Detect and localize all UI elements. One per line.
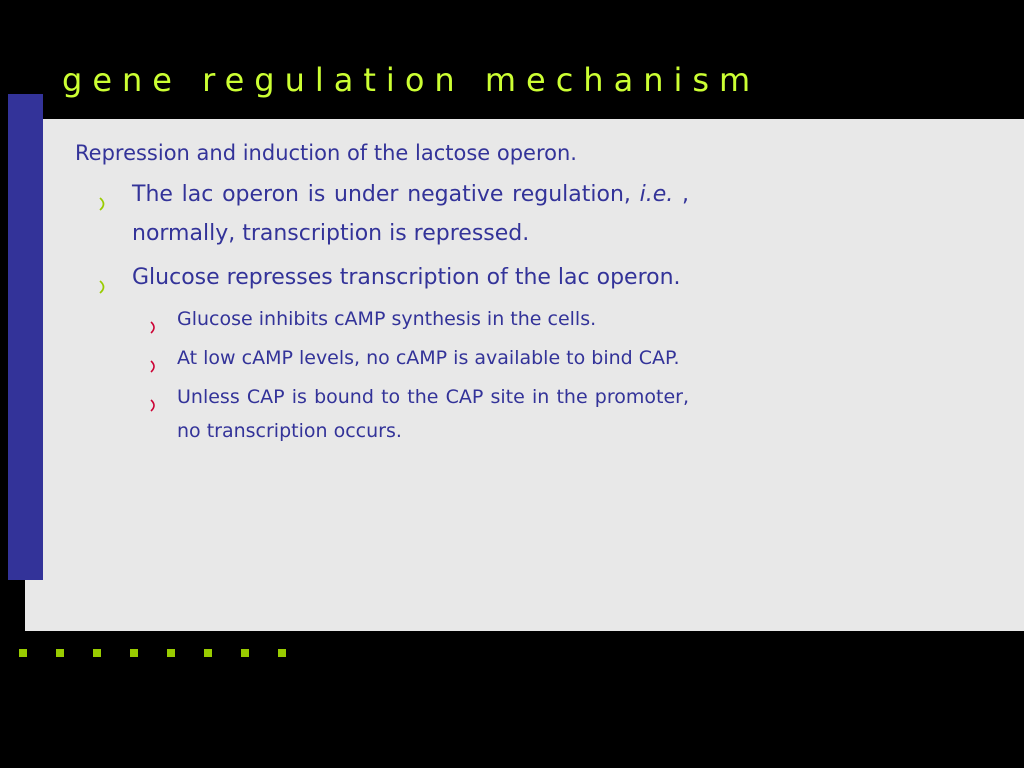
square-dot-icon [19,649,27,657]
bullet-text-italic: i.e. [639,182,674,207]
sub-bullet-camp-synthesis [177,302,689,336]
square-dot-icon [93,649,101,657]
square-dot-icon [56,649,64,657]
slide-body [75,137,689,453]
square-dot-icon [204,649,212,657]
sub-bullet-text: Glucose inhibits cAMP synthesis in the cells. [177,308,597,330]
square-dot-icon [241,649,249,657]
sub-bullet-text: At low cAMP levels, no cAMP is available to bind CAP. [177,347,680,369]
crescent-bullet-icon [98,185,108,199]
sub-bullet-text: Unless CAP is bound to the CAP site in the promoter, no transcription occurs. [177,386,689,442]
square-dot-icon [167,649,175,657]
bullet-text-pre: The lac operon is under negative regulation, [132,182,631,207]
bullet-lac-operon-negative [132,175,689,253]
accent-sidebar [8,94,43,580]
crescent-bullet-icon [98,268,108,282]
sub-bullet-cap-site [177,380,689,448]
intro-heading: Repression and induction of the lactose operon. [75,141,577,165]
slide-title: gene regulation mechanism [62,61,761,99]
bullet-text: Glucose represses transcription of the lac operon. [132,265,681,290]
sub-bullet-low-camp [177,341,689,375]
square-dot-icon [278,649,286,657]
bullet-text-post: , normally, transcription is repressed. [132,182,689,246]
crescent-bullet-icon [149,389,158,402]
crescent-bullet-icon [149,311,158,324]
bullet-glucose-represses [132,258,689,297]
crescent-bullet-icon [149,350,158,363]
square-dot-icon [130,649,138,657]
